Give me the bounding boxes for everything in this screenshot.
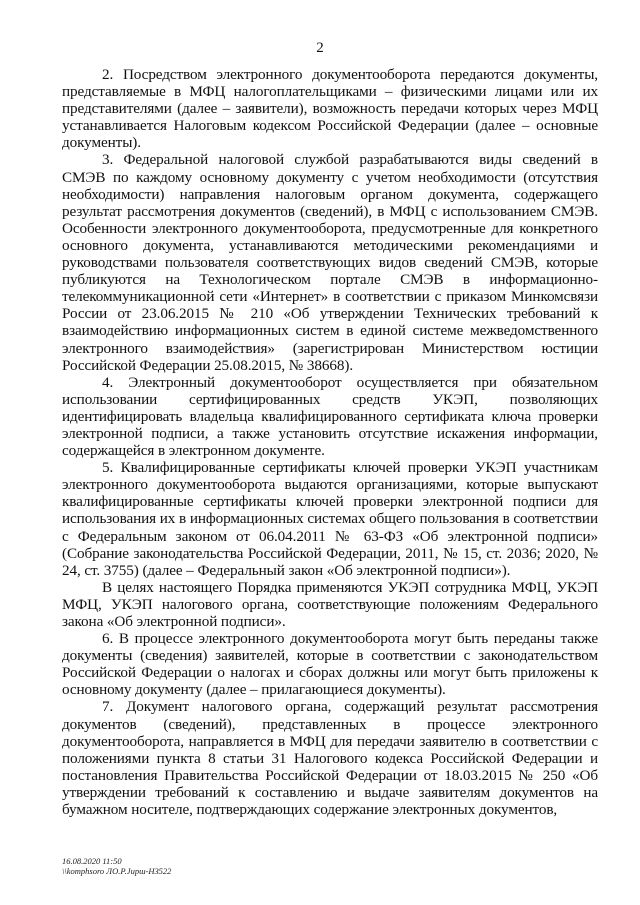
file-footer — [62, 856, 171, 876]
paragraph-6: 6. В процессе электронного документооборота могут быть переданы также документы (сведения) заявителей, которые в соответствии с законодательством Российской Федерации о налогах и сборах должны или могут быть приложены к основному документу (далее – прилагающиеся документы). — [62, 630, 598, 699]
paragraph-3: 3. Федеральной налоговой службой разрабатываются виды сведений в СМЭВ по каждому основному документу с учетом необходимости (отсутствия необходимости) направления налоговым органом документа, содержащего результат рассмотрения документов (сведений), в МФЦ с использованием СМЭВ. Особенности электронного документооборота, предусмотренные для конкретного основного документа, устанавливаются методическими рекомендациями и руководствами пользователя соответствующих видов сведений СМЭВ, которые публикуются на Технологическом портале СМЭВ в информационно-телекоммуникационной сети «Интернет» в соответствии с приказом Минкомсвязи России от 23.06.2015 № 210 «Об утверждении Технических требований к взаимодействию информационных систем в единой системе межведомственного электронного взаимодействия» (зарегистрирован Министерством юстиции Российской Федерации 25.08.2015, № 38668). — [62, 151, 598, 374]
paragraph-4: 4. Электронный документооборот осуществляется при обязательном использовании сертифицированных средств УКЭП, позволяющих идентифицировать владельца квалифицированного сертификата ключа проверки электронной подписи, а также установить отсутствие искажения информации, содержащейся в электронном документе. — [62, 373, 598, 460]
paragraph-5-continuation: В целях настоящего Порядка применяются УКЭП сотрудника МФЦ, УКЭП МФЦ, УКЭП налогового органа, соответствующие положениям Федерального закона «Об электронной подписи». — [62, 578, 598, 630]
document-body — [62, 66, 598, 818]
paragraph-2: 2. Посредством электронного документооборота передаются документы, представляемые в МФЦ налогоплательщиками – физическими лицами или их представителями (далее – заявители), возможность передачи которых через МФЦ устанавливается Налоговым кодексом Российской Федерации (далее – основные документы). — [62, 66, 598, 152]
footer-date: 16.08.2020 11:50 — [62, 856, 122, 866]
paragraph-7: 7. Документ налогового органа, содержащий результат рассмотрения документов (сведений), представленных в процессе электронного документооборота, направляется в МФЦ для передачи заявителю в соответствии с положениями пункта 8 статьи 31 Налогового кодекса Российской Федерации и постановления Правительства Российской Федерации от 18.03.2015 № 250 «Об утверждении требований к составлению и выдаче заявителям документов на бумажном носителе, подтверждающих содержание электронных документов, — [62, 698, 598, 819]
footer-path: \\komphsoro ЛО.Р.Јирш-НЗ522 — [62, 866, 172, 876]
paragraph-5: 5. Квалифицированные сертификаты ключей проверки УКЭП участникам электронного документооборота выдаются организациями, которые выпускают квалифицированные сертификаты ключей проверки электронной подписи для использования их в информационных системах общего пользования в соответствии с Федеральным законом от 06.04.2011 № 63-ФЗ «Об электронной подписи» (Собрание законодательства Российской Федерации, 2011, № 15, ст. 2036; 2020, № 24, ст. 3755) (далее – Федеральный закон «Об электронной подписи»). — [62, 459, 598, 579]
page-number: 2 — [316, 40, 324, 56]
